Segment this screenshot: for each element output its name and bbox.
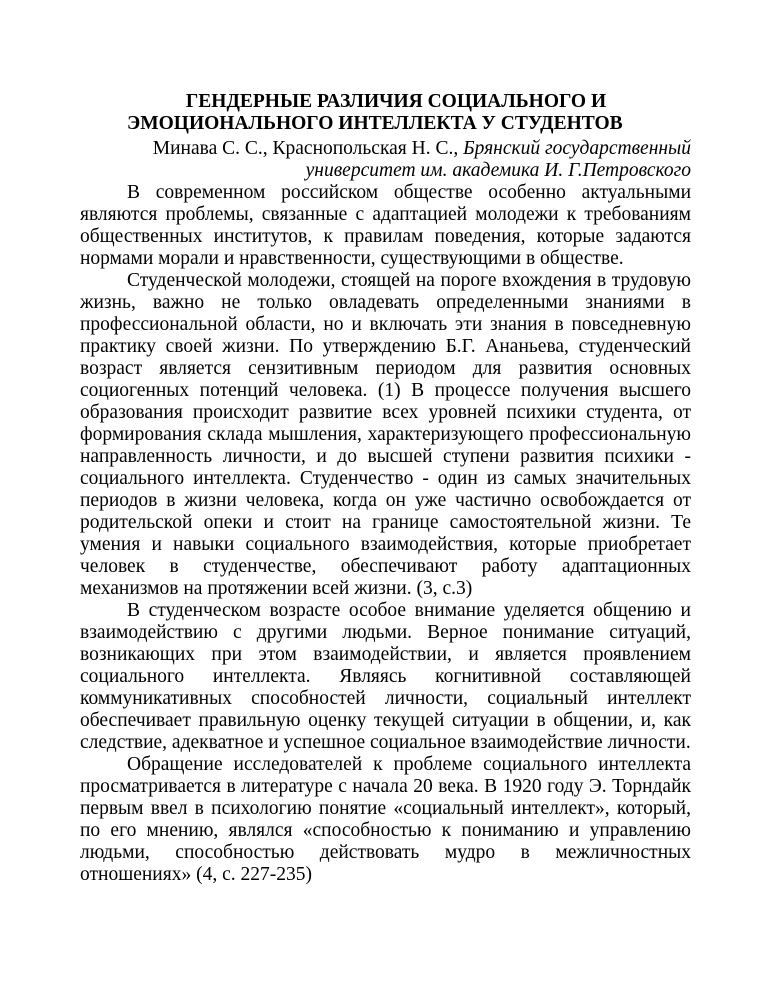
authors-block [80,138,691,182]
author-names: Минава С. С., Краснопольская Н. С., [152,138,464,159]
document-title [80,91,690,135]
title-line-1: ГЕНДЕРНЫЕ РАЗЛИЧИЯ СОЦИАЛЬНОГО И [185,91,607,112]
title-line-2: ЭМОЦИОНАЛЬНОГО ИНТЕЛЛЕКТА У СТУДЕНТОВ [127,113,623,134]
paragraph: Обращение исследователей к проблеме социального интеллекта просматривается в литературе с начала 20 века. В 1920 году Э. Торндайк первым ввел в психологию понятие «социальный интеллект», который, по его мнению, являлся «способностью к пониманию и управлению людьми, способностью действовать мудро в межличностных отношениях» (4, с. 227-235) [80,754,691,885]
paragraph: В современном российском обществе особенно актуальными являются проблемы, связанные с адаптацией молодежи к требованиям общественных институтов, к правилам поведения, которые задаются нормами морали и нравственности, существующими в обществе. [80,182,691,269]
affiliation-line-1: Брянский государственный [463,138,691,159]
body-text [80,182,691,886]
paragraph: Студенческой молодежи, стоящей на пороге вхождения в трудовую жизнь, важно не только овладевать определенными знаниями в профессиональной области, но и включать эти знания в повседневную практику своей жизни. По утверждению Б.Г. Ананьева, студенческий возраст является сензитивным периодом для развития основных социогенных потенций человека. (1) В процессе получения высшего образования происходит развитие всех уровней психики студента, от формирования склада мышления, характеризующего профессиональную направленность личности, и до высшей ступени развития психики - социального интеллекта. Студенчество - один из самых значительных периодов в жизни человека, когда он уже частично освобождается от родительской опеки и стоит на границе самостоятельной жизни. Те умения и навыки социального взаимодействия, которые приобретает человек в студенчестве, обеспечивают работу адаптационных механизмов на протяжении всей жизни. (3, с.3) [80,270,691,599]
paragraph: В студенческом возрасте особое внимание уделяется общению и взаимодействию с другими людьми. Верное понимание ситуаций, возникающих при этом взаимодействии, и является проявлением социального интеллекта. Являясь когнитивной составляющей коммуникативных способностей личности, социальный интеллект обеспечивает правильную оценку текущей ситуации в общении, и, как следствие, адекватное и успешное социальное взаимодействие личности. [80,600,691,753]
affiliation-line-2: университет им. академика И. Г.Петровского [305,160,691,181]
